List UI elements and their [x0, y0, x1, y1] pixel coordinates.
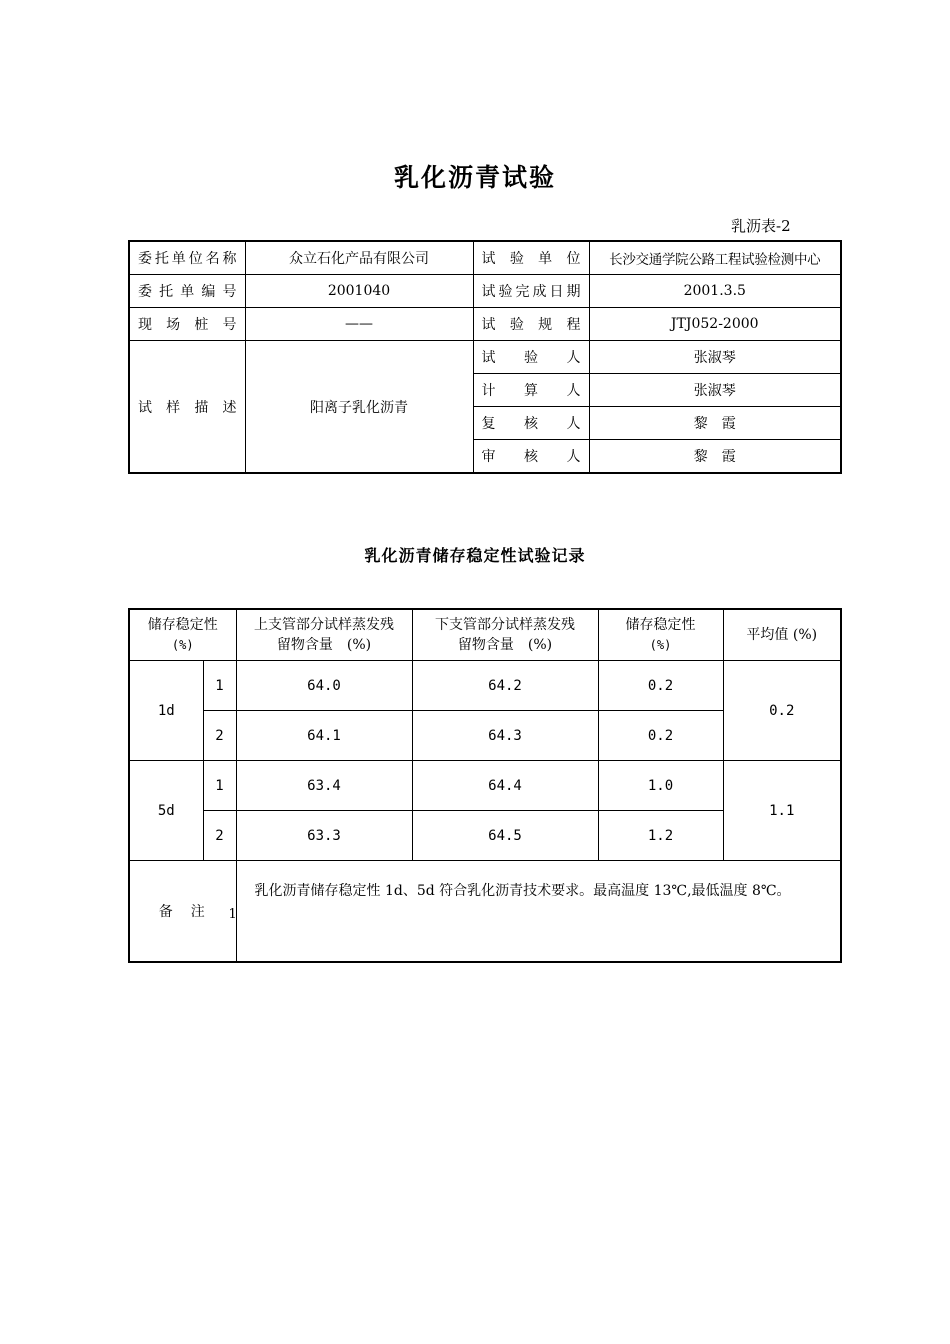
lower-value: 64.2 — [412, 661, 598, 711]
period-5d: 5d — [129, 761, 203, 861]
test-unit-value: 长沙交通学院公路工程试验检测中心 — [589, 241, 841, 275]
remarks-label: 备 注 — [129, 861, 236, 963]
table-header-row — [129, 609, 841, 661]
test-spec-value: JTJ052-2000 — [589, 308, 841, 341]
tester-value: 张淑琴 — [589, 341, 841, 374]
sample-desc-value: 阳离子乳化沥青 — [245, 341, 473, 474]
stability-value: 0.2 — [598, 661, 723, 711]
lower-value: 64.3 — [412, 711, 598, 761]
reviewer-label: 审核人 — [473, 440, 589, 474]
header-stability-pct-line1: 储存稳定性 — [147, 617, 218, 633]
header-upper-line1: 上支管部分试样蒸发残 — [254, 617, 394, 633]
remarks-cell — [228, 861, 841, 963]
sample-info-table — [128, 240, 842, 474]
header-average: 平均值 (%) — [723, 609, 841, 661]
pile-no-label: 现场桩号 — [129, 308, 245, 341]
storage-stability-table — [128, 608, 842, 963]
form-code: 乳沥表-2 — [731, 217, 791, 235]
checker-value: 黎 霞 — [589, 407, 841, 440]
header-stability-line2: (%) — [649, 638, 672, 652]
lower-value: 64.4 — [412, 761, 598, 811]
section-title: 乳化沥青储存稳定性试验记录 — [364, 546, 586, 565]
order-no-value: 2001040 — [245, 275, 473, 308]
lower-value: 64.5 — [412, 811, 598, 861]
sample-no: 1 — [203, 761, 236, 811]
header-stability-pct-line2: (%) — [171, 638, 194, 652]
stability-value: 1.0 — [598, 761, 723, 811]
sample-no: 2 — [203, 711, 236, 761]
remarks-row — [129, 861, 841, 963]
client-name-label: 委托单位名称 — [129, 241, 245, 275]
sample-no: 1 — [203, 661, 236, 711]
header-lower-line2: 留物含量 (%) — [457, 637, 553, 653]
client-name-value: 众立石化产品有限公司 — [245, 241, 473, 275]
remarks-text: 乳化沥青储存稳定性 1d、5d 符合乳化沥青技术要求。最高温度 13℃,最低温度 8℃。 — [254, 883, 791, 899]
test-unit-label: 试验单位 — [473, 241, 589, 275]
header-lower — [412, 609, 598, 661]
table-row — [129, 761, 841, 811]
table-row — [129, 241, 841, 275]
average-5d: 1.1 — [723, 761, 841, 861]
tester-label: 试验人 — [473, 341, 589, 374]
test-spec-label: 试验规程 — [473, 308, 589, 341]
completion-date-label: 试验完成日期 — [473, 275, 589, 308]
upper-value: 64.1 — [236, 711, 412, 761]
reviewer-value: 黎 霞 — [589, 440, 841, 474]
document-title: 乳化沥青试验 — [393, 163, 556, 192]
table-row — [129, 661, 841, 711]
stability-value: 1.2 — [598, 811, 723, 861]
period-1d: 1d — [129, 661, 203, 761]
checker-label: 复核人 — [473, 407, 589, 440]
table-row — [129, 341, 841, 374]
calculator-value: 张淑琴 — [589, 374, 841, 407]
order-no-label: 委托单编号 — [129, 275, 245, 308]
upper-value: 64.0 — [236, 661, 412, 711]
sample-desc-label: 试样描述 — [129, 341, 245, 474]
header-upper-line2: 留物含量 (%) — [276, 637, 372, 653]
header-upper — [236, 609, 412, 661]
pile-no-value: —— — [245, 308, 473, 341]
sample-no: 2 — [203, 811, 236, 861]
stability-value: 0.2 — [598, 711, 723, 761]
header-stability-line1: 储存稳定性 — [625, 617, 696, 633]
header-stability — [598, 609, 723, 661]
remarks-mark: 1 — [228, 907, 237, 922]
table-row — [129, 308, 841, 341]
calculator-label: 计算人 — [473, 374, 589, 407]
completion-date-value: 2001.3.5 — [589, 275, 841, 308]
upper-value: 63.4 — [236, 761, 412, 811]
average-1d: 0.2 — [723, 661, 841, 761]
table-row — [129, 275, 841, 308]
upper-value: 63.3 — [236, 811, 412, 861]
header-stability-pct — [129, 609, 236, 661]
header-lower-line1: 下支管部分试样蒸发残 — [435, 617, 575, 633]
